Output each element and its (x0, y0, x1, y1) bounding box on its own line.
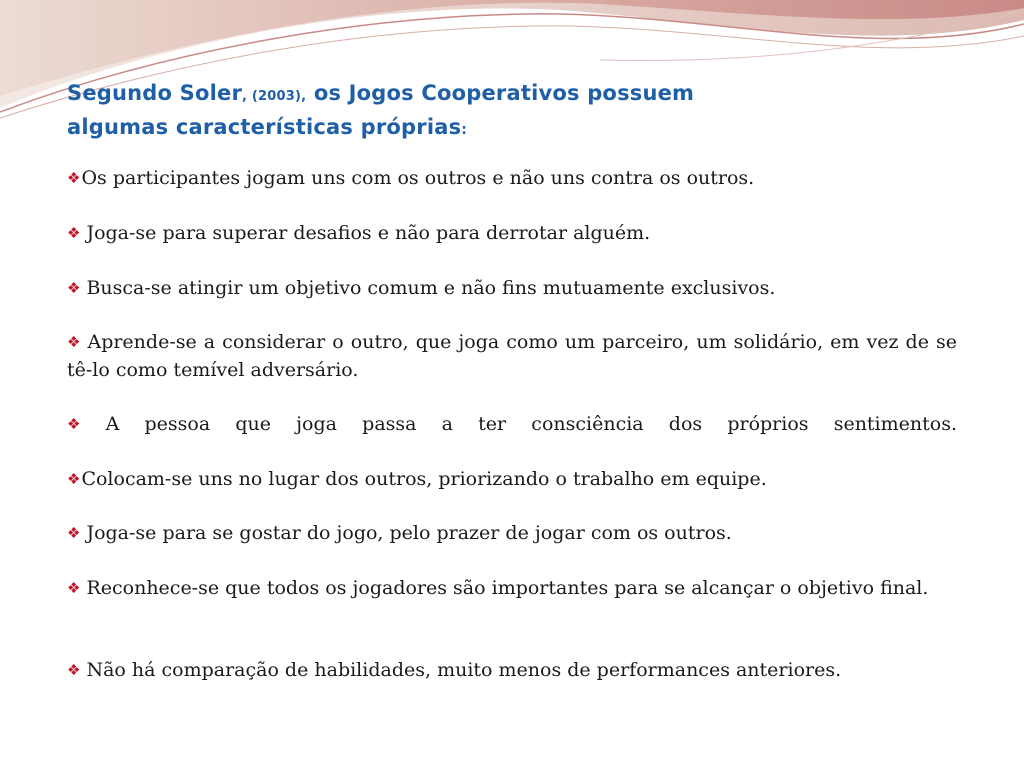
list-item (67, 575, 957, 603)
list-item-text: Os participantes jogam uns com os outros e não uns contra os outros. (81, 167, 755, 189)
diamond-bullet-icon: ❖ (67, 579, 81, 597)
heading-author: Segundo Soler (67, 81, 243, 105)
diamond-bullet-icon: ❖ (67, 415, 100, 433)
diamond-bullet-icon: ❖ (67, 661, 81, 679)
list-item (67, 520, 957, 548)
diamond-bullet-icon: ❖ (67, 470, 81, 488)
list-item (67, 466, 957, 494)
list-item (67, 275, 957, 303)
list-item (67, 411, 957, 439)
diamond-bullet-icon: ❖ (67, 524, 81, 542)
diamond-bullet-icon: ❖ (67, 279, 81, 297)
list-item-text: Não há comparação de habilidades, muito menos de performances anteriores. (86, 659, 842, 681)
list-item-text: A pessoa que joga passa a ter consciência dos próprios sentimentos. (105, 413, 957, 435)
diamond-bullet-icon: ❖ (67, 224, 81, 242)
list-item-text: Joga-se para se gostar do jogo, pelo prazer de jogar com os outros. (86, 522, 732, 544)
list-item (67, 329, 957, 384)
list-item-text: Aprende-se a considerar o outro, que joga como um parceiro, um solidário, em vez de se tê-lo como temível adversário. (67, 331, 957, 381)
slide-heading (67, 78, 757, 145)
diamond-bullet-icon: ❖ (67, 333, 82, 351)
heading-year: , (2003), (242, 89, 307, 104)
heading-colon: : (461, 122, 468, 138)
list-item (67, 165, 957, 193)
list-item (67, 220, 957, 248)
heading-line2: algumas características próprias (67, 115, 462, 139)
list-item-text: Reconhece-se que todos os jogadores são importantes para se alcançar o objetivo final. (86, 577, 929, 599)
list-item-text: Busca-se atingir um objetivo comum e não fins mutuamente exclusivos. (86, 277, 776, 299)
list-item-text: Colocam-se uns no lugar dos outros, priorizando o trabalho em equipe. (81, 468, 767, 490)
diamond-bullet-icon: ❖ (67, 169, 81, 187)
list-item-text: Joga-se para superar desafios e não para derrotar alguém. (86, 222, 651, 244)
list-item (67, 657, 957, 685)
heading-line1: os Jogos Cooperativos possuem (306, 81, 695, 105)
